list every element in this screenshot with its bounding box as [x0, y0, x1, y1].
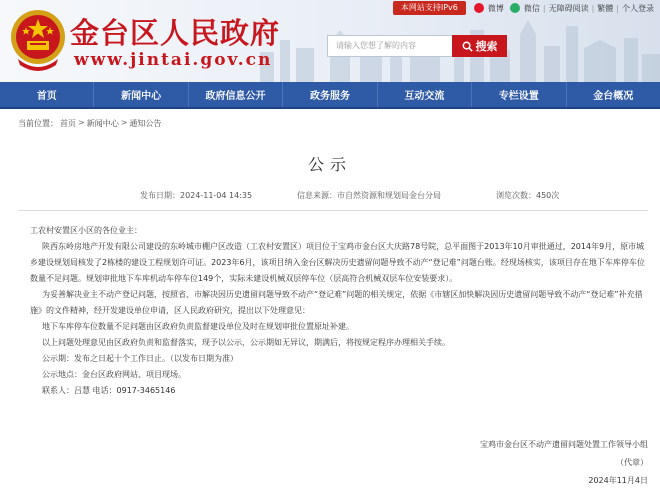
breadcrumb-separator: >: [78, 118, 85, 127]
publish-date: 发布日期：2024-11-04 14:35: [140, 191, 253, 200]
traditional-chinese-link[interactable]: 繁體: [597, 3, 614, 13]
view-count: 浏览次数：450次: [496, 191, 560, 200]
signature-org: 宝鸡市金台区不动产遗留问题处置工作领导小组: [480, 440, 648, 449]
nav-news-center[interactable]: 新闻中心: [94, 82, 188, 107]
search-input[interactable]: 请输入您想了解的内容: [327, 35, 507, 57]
signature-note: （代章）: [616, 458, 648, 467]
site-url: www.jintai.gov.cn: [74, 50, 273, 70]
breadcrumb-prefix: 当前位置：: [18, 119, 58, 128]
nav-interaction[interactable]: 互动交流: [378, 82, 472, 107]
weibo-icon[interactable]: [474, 3, 484, 13]
site-header: [0, 0, 660, 82]
article-title: 公示: [307, 155, 352, 174]
national-emblem-logo[interactable]: [8, 3, 68, 77]
top-utility-bar: 本网站支持IPv6 微博 微信 | 无障碍阅读 | 繁體 | 个人登录: [393, 1, 654, 15]
weibo-link[interactable]: 微博: [487, 3, 504, 13]
greeting: 工农村安置区小区的各位业主：: [30, 226, 142, 235]
wechat-icon[interactable]: [510, 3, 520, 13]
paragraph-background: 陕西东岭房地产开发有限公司建设的东岭城市棚户区改造（工农村安置区）项目位于宝鸡市金台区大庆路78号院，总平面图于2013年10月审批通过，2014年9月，原市城乡建设规划局核发了2栋楼的建设工程规划许可证。2023年6月，该项目纳入金台区解决历史遗留问题导致不动产“登记难”问题台账。经现场核实，该项目存在地下车库停车位数量不足问题。规划审批地下车库机动车停车位149个，实际未建设机械双层停车位（层高符合机械双层车位安装要求）。: [30, 242, 645, 283]
article-body: [30, 223, 652, 399]
search-button[interactable]: [452, 35, 507, 57]
wechat-link[interactable]: 微信: [523, 3, 540, 13]
nav-gov-services[interactable]: 政务服务: [283, 82, 377, 107]
paragraph-basis: 为妥善解决业主不动产登记问题，按照省、市解决因历史遗留问题导致不动产“登记难”问题的相关规定，依据《市辖区加快解决因历史遗留问题导致不动产“登记难”补充措施》的文件精神，经开发建设单位申请，区人民政府研究，提出以下处理意见：: [30, 290, 643, 315]
divider: [18, 210, 648, 211]
paragraph-supervision: 以上问题处理意见由区政府负责和监督落实，现予以公示，公示期如无异议，期满后，将按规定程序办理相关手续。: [42, 338, 450, 347]
breadcrumb-notices[interactable]: 通知公告: [129, 119, 162, 128]
search-button-label: 搜索: [475, 40, 498, 53]
nav-home[interactable]: 首页: [0, 82, 94, 107]
breadcrumb: [18, 118, 161, 129]
ipv6-badge: 本网站支持IPv6: [393, 1, 466, 15]
info-source: 信息来源：市自然资源和规划局金台分局: [297, 191, 441, 200]
breadcrumb-news-center[interactable]: 新闻中心: [86, 119, 119, 128]
accessibility-link[interactable]: 无障碍阅读: [548, 3, 589, 13]
nav-gov-info-disclosure[interactable]: 政府信息公开: [189, 82, 283, 107]
publicity-place: 公示地点：金台区政府网站、项目现场。: [42, 370, 186, 379]
paragraph-resolution: 地下车库停车位数量不足问题由区政府负责监督建设单位及时在规划审批位置原址补建。: [42, 322, 354, 331]
nav-about-jintai[interactable]: 金台概况: [593, 91, 634, 102]
personal-login-link[interactable]: 个人登录: [622, 3, 654, 13]
nav-special-columns[interactable]: 专栏设置: [472, 82, 566, 107]
contact-info: 联系人：吕慧 电话：0917-3465146: [42, 386, 176, 395]
signature-block: [408, 436, 648, 490]
site-title[interactable]: 金台区人民政府: [70, 16, 281, 50]
publicity-period: 公示期：发布之日起十个工作日止。（以发布日期为准）: [42, 354, 238, 363]
search-icon: [462, 41, 473, 52]
signature-date: 2024年11月4日: [588, 476, 648, 485]
breadcrumb-home[interactable]: 首页: [60, 119, 76, 128]
breadcrumb-separator: >: [120, 118, 128, 127]
main-nav: [0, 82, 660, 109]
